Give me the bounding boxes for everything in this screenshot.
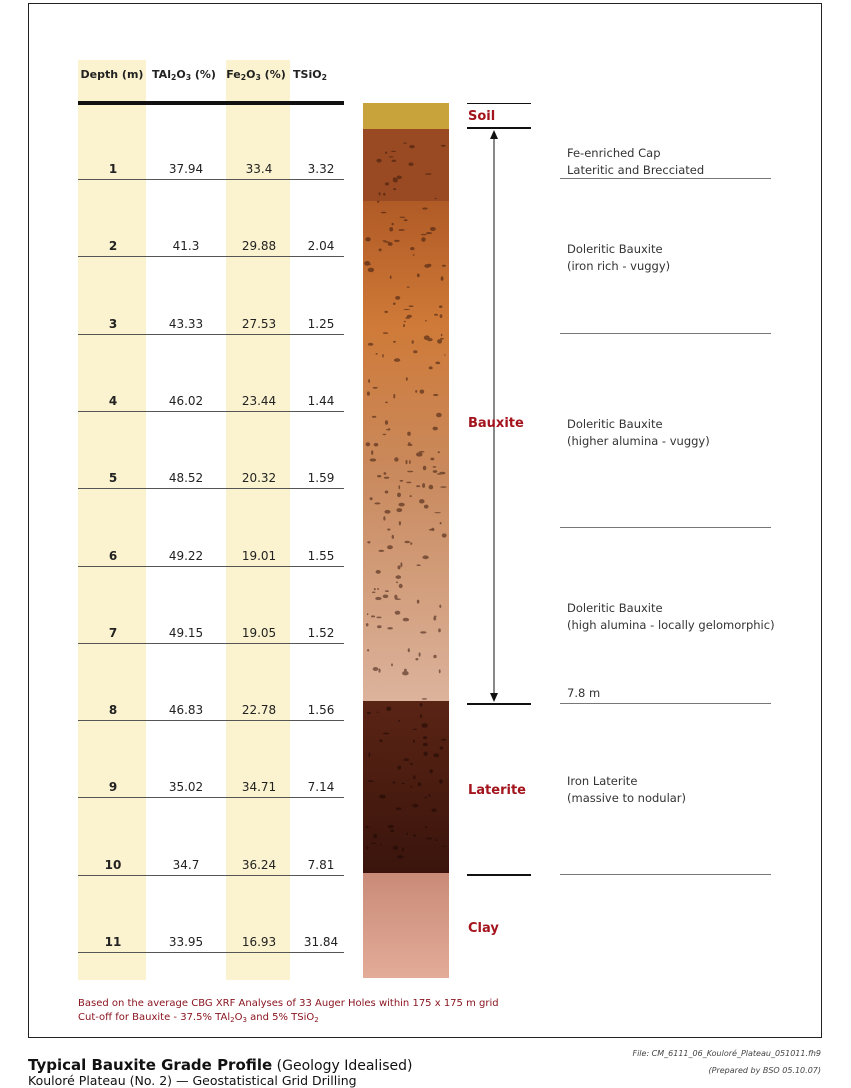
description-divider <box>560 527 771 528</box>
boundary-bauxite-laterite <box>467 703 531 705</box>
cell-fe: 36.24 <box>241 858 277 872</box>
figure-title: Typical Bauxite Grade Profile (Geology Idealised) <box>28 1056 413 1074</box>
cell-tsi: 1.56 <box>307 703 335 717</box>
cell-tsi: 1.52 <box>307 626 335 640</box>
cell-fe: 19.01 <box>241 549 277 563</box>
soil-layer <box>363 103 449 129</box>
table-top-rule <box>78 101 344 105</box>
row-divider <box>78 411 344 412</box>
cell-tsi: 7.14 <box>307 780 335 794</box>
boundary-soil-top <box>467 103 531 104</box>
bauxite-layer <box>363 201 449 701</box>
cell-fe: 22.78 <box>241 703 277 717</box>
description-iron-laterite: Iron Laterite (massive to nodular) <box>567 774 687 805</box>
cell-fe: 23.44 <box>241 394 277 408</box>
cell-depth: 3 <box>108 317 118 331</box>
row-divider <box>78 875 344 876</box>
row-divider <box>78 334 344 335</box>
cell-tal: 33.95 <box>168 935 204 949</box>
cell-depth: 11 <box>104 935 122 949</box>
boundary-soil-bauxite <box>467 127 531 129</box>
cell-depth: 6 <box>108 549 118 563</box>
row-divider <box>78 952 344 953</box>
cell-tsi: 1.25 <box>307 317 335 331</box>
clay-layer <box>363 873 449 978</box>
cell-tal: 48.52 <box>168 471 204 485</box>
cell-tal: 35.02 <box>168 780 204 794</box>
row-divider <box>78 256 344 257</box>
row-divider <box>78 179 344 180</box>
cell-fe: 16.93 <box>241 935 277 949</box>
cutoff-note: Cut-off for Bauxite - 37.5% $TAl_2O_3$ and 5% TSiO$_2$ <box>78 1012 319 1024</box>
zone-label-bauxite: Bauxite <box>468 416 524 431</box>
cell-tal: 49.22 <box>168 549 204 563</box>
cell-tal: 49.15 <box>168 626 204 640</box>
cell-fe: 27.53 <box>241 317 277 331</box>
cell-tsi: 1.44 <box>307 394 335 408</box>
cell-fe: 33.4 <box>245 162 273 176</box>
cell-depth: 8 <box>108 703 118 717</box>
drill-core-svg <box>363 103 449 978</box>
row-divider <box>78 566 344 567</box>
column-stripe-depth <box>78 60 146 980</box>
row-divider <box>78 797 344 798</box>
zone-label-laterite: Laterite <box>468 783 526 798</box>
file-reference: File: CM_6111_06_Kouloré_Plateau_051011.fh9 <box>632 1049 821 1058</box>
header-tal2o3: $TAl_2O_3$ (%) <box>152 68 216 82</box>
cell-fe: 29.88 <box>241 239 277 253</box>
cell-tsi: 1.59 <box>307 471 335 485</box>
description-bauxite-iron-rich: Doleritic Bauxite (iron rich - vuggy) <box>567 242 671 273</box>
description-bauxite-higher-alumina: Doleritic Bauxite (higher alumina - vuggy) <box>567 417 710 448</box>
cell-tal: 46.02 <box>168 394 204 408</box>
bauxite-thickness-label: 7.8 m <box>567 686 601 700</box>
figure-subtitle: Kouloré Plateau (No. 2) — Geostatistical Grid Drilling <box>28 1073 357 1088</box>
description-divider <box>560 874 771 875</box>
row-divider <box>78 488 344 489</box>
column-stripe-fe2o3 <box>226 60 290 980</box>
row-divider <box>78 643 344 644</box>
cell-depth: 10 <box>104 858 122 872</box>
cell-tal: 43.33 <box>168 317 204 331</box>
cell-tsi: 31.84 <box>303 935 339 949</box>
description-divider <box>560 703 771 704</box>
analysis-note: Based on the average CBG XRF Analyses of 33 Auger Holes within 175 x 175 m grid <box>78 998 499 1009</box>
cell-depth: 1 <box>108 162 118 176</box>
zone-label-clay: Clay <box>468 921 499 936</box>
cell-tal: 37.94 <box>168 162 204 176</box>
boundary-laterite-clay <box>467 874 531 876</box>
cell-tsi: 1.55 <box>307 549 335 563</box>
cell-tsi: 2.04 <box>307 239 335 253</box>
fe-cap-layer <box>363 129 449 201</box>
description-divider <box>560 333 771 334</box>
description-divider <box>560 178 771 179</box>
cell-fe: 34.71 <box>241 780 277 794</box>
cell-depth: 5 <box>108 471 118 485</box>
header-depth: Depth (m) <box>80 68 144 81</box>
cell-depth: 9 <box>108 780 118 794</box>
cell-depth: 7 <box>108 626 118 640</box>
cell-tal: 34.7 <box>172 858 200 872</box>
laterite-layer <box>363 701 449 873</box>
drill-core-image <box>363 103 449 978</box>
cell-tsi: 7.81 <box>307 858 335 872</box>
header-tsio2: TSiO$_2$ <box>293 68 327 82</box>
description-bauxite-high-alumina: Doleritic Bauxite (high alumina - locally gelomorphic) <box>567 601 775 632</box>
prepared-by: (Prepared by BSO 05.10.07) <box>708 1066 821 1075</box>
cell-fe: 19.05 <box>241 626 277 640</box>
zone-label-soil: Soil <box>468 109 496 124</box>
cell-depth: 2 <box>108 239 118 253</box>
cell-tal: 41.3 <box>172 239 200 253</box>
description-fe-cap: Fe-enriched Cap Lateritic and Brecciated <box>567 146 705 177</box>
cell-tal: 46.83 <box>168 703 204 717</box>
row-divider <box>78 720 344 721</box>
cell-fe: 20.32 <box>241 471 277 485</box>
cell-depth: 4 <box>108 394 118 408</box>
header-fe2o3: $Fe_2O_3$ (%) <box>226 68 286 82</box>
cell-tsi: 3.32 <box>307 162 335 176</box>
